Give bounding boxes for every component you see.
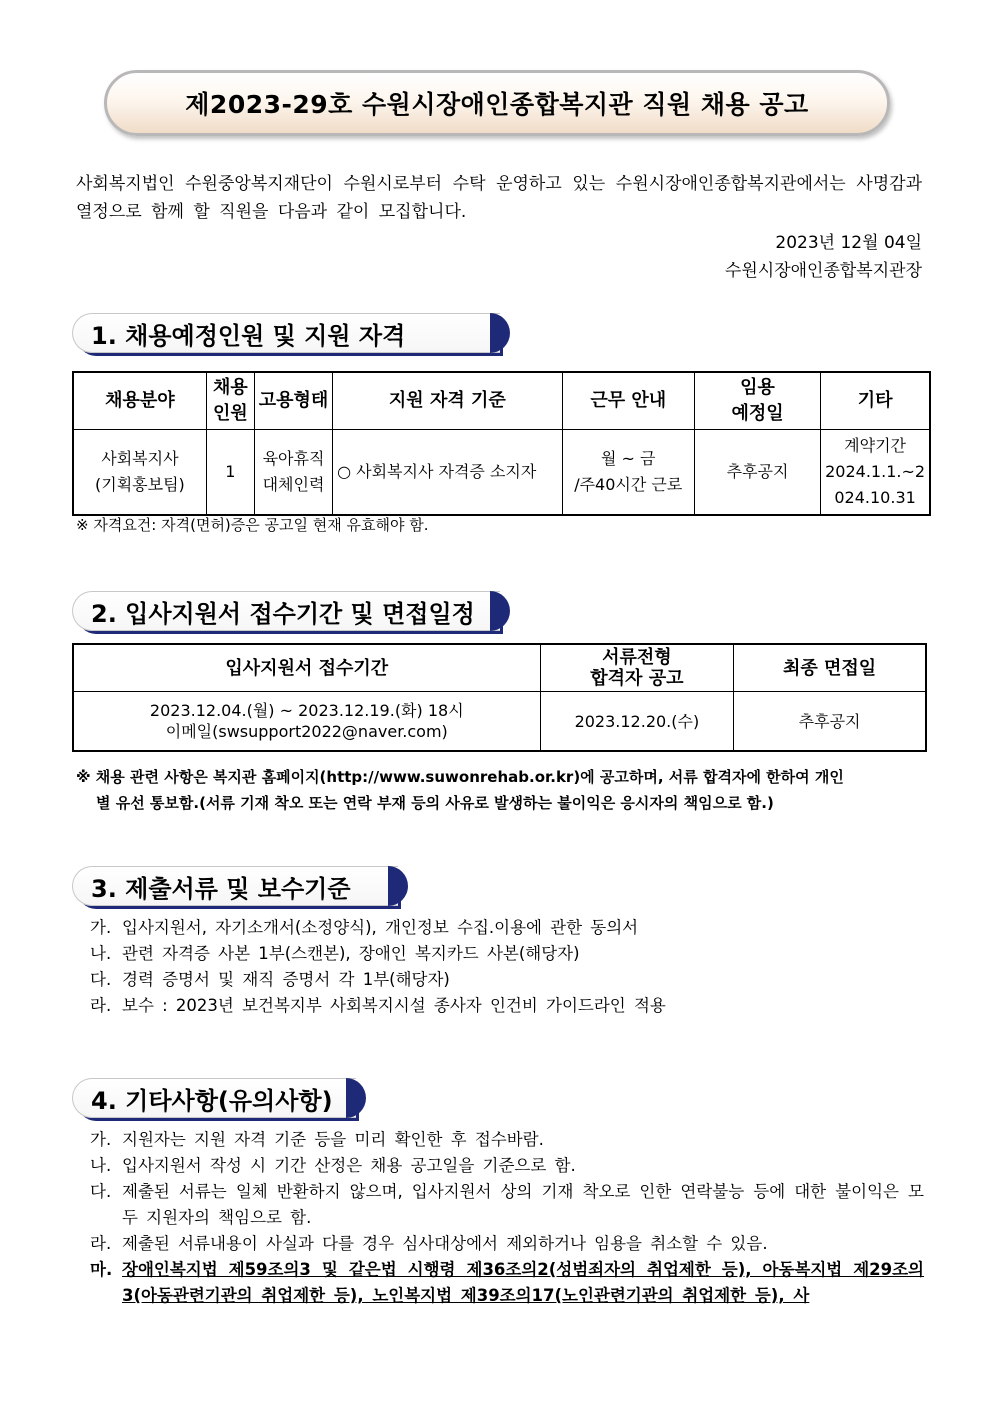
item-marker: 나. — [90, 944, 112, 963]
header-count — [206, 372, 254, 430]
section1-heading-box — [72, 313, 500, 353]
item-marker: 라. — [90, 996, 112, 1015]
list-item — [90, 1231, 924, 1257]
table-row — [73, 430, 930, 516]
cell-period-text: 2023.12.04.(월) ~ 2023.12.19.(화) 18시 이메일(swsupport2022@naver.com) — [149, 701, 464, 741]
contact-note — [76, 764, 926, 816]
table-header-row — [73, 644, 926, 692]
section4-heading: 4. 기타사항(유의사항) — [91, 1086, 333, 1115]
header-announce — [540, 644, 734, 692]
item-text: 입사지원서 작성 시 기간 산정은 채용 공고일을 기준으로 함. — [122, 1156, 576, 1175]
cell-etc — [821, 430, 930, 516]
section2-heading-box — [72, 591, 500, 631]
section3-heading-box — [72, 866, 398, 906]
header-period: 입사지원서 접수기간 — [73, 644, 540, 692]
contact-note-line1: ※ 채용 관련 사항은 복지관 홈페이지(http://www.suwonrehab.or.kr)에 공고하며, 서류 합격자에 한하여 개인 — [76, 768, 844, 786]
item-text: 제출된 서류내용이 사실과 다를 경우 심사대상에서 제외하거나 임용을 취소할 수 있음. — [122, 1234, 768, 1253]
documents-list — [90, 915, 924, 1019]
intro-paragraph: 사회복지법인 수원중앙복지재단이 수원시로부터 수탁 운영하고 있는 수원시장애인종합복지관에서는 사명감과 열정으로 함께 할 직원을 다음과 같이 모집합니다. — [76, 174, 922, 222]
item-text: 관련 자격증 사본 1부(스캔본), 장애인 복지카드 사본(해당자) — [122, 944, 580, 963]
list-item — [90, 1179, 924, 1231]
header-interview: 최종 면접일 — [734, 644, 926, 692]
header-etc: 기타 — [821, 372, 930, 430]
item-text: 경력 증명서 및 재직 증명서 각 1부(해당자) — [122, 970, 450, 989]
cell-employment-text: 육아휴직 대체인력 — [262, 449, 325, 494]
cell-announce: 2023.12.20.(수) — [540, 692, 734, 752]
cell-employment — [254, 430, 332, 516]
cell-period — [73, 692, 540, 752]
announcement-date: 2023년 12월 04일 — [775, 233, 922, 253]
item-text: 지원자는 지원 자격 기준 등을 미리 확인한 후 접수바람. — [122, 1130, 544, 1149]
cell-work — [562, 430, 694, 516]
item-text: 입사지원서, 자기소개서(소정양식), 개인정보 수집.이용에 관한 동의서 — [122, 918, 639, 937]
list-item — [90, 941, 924, 967]
item-marker: 다. — [90, 1182, 112, 1201]
item-marker: 다. — [90, 970, 112, 989]
cell-etc-text: 계약기간 2024.1.1.~2 024.10.31 — [825, 436, 926, 507]
item-marker: 나. — [90, 1156, 112, 1175]
item-marker: 가. — [90, 918, 112, 937]
header-field: 채용분야 — [73, 372, 206, 430]
cell-count: 1 — [206, 430, 254, 516]
section3-heading: 3. 제출서류 및 보수기준 — [91, 874, 351, 903]
item-text: 보수 : 2023년 보건복지부 사회복지시설 종사자 인건비 가이드라인 적용 — [122, 996, 666, 1015]
list-item — [90, 1127, 924, 1153]
cell-field-text: 사회복지사 (기획홍보팀) — [95, 449, 185, 494]
cell-interview: 추후공지 — [734, 692, 926, 752]
list-item — [90, 915, 924, 941]
qualification-note: ※ 자격요건: 자격(면허)증은 공고일 현재 유효해야 함. — [76, 516, 429, 534]
header-appointment — [694, 372, 820, 430]
header-count-text: 채용 인원 — [212, 377, 248, 424]
header-announce-text: 서류전형 합격자 공고 — [590, 647, 684, 689]
cell-qualification: ○ 사회복지사 자격증 소지자 — [333, 430, 563, 516]
section2-heading: 2. 입사지원서 접수기간 및 면접일정 — [91, 599, 475, 628]
cell-work-text: 월 ~ 금 /주40시간 근로 — [574, 449, 683, 494]
list-item — [90, 1153, 924, 1179]
header-qualification: 지원 자격 기준 — [333, 372, 563, 430]
table-row — [73, 692, 926, 752]
table-header-row — [73, 372, 930, 430]
section1-heading: 1. 채용예정인원 및 지원 자격 — [91, 321, 406, 350]
header-work: 근무 안내 — [562, 372, 694, 430]
cell-appointment: 추후공지 — [694, 430, 820, 516]
header-employment: 고용형태 — [254, 372, 332, 430]
section4-heading-box — [72, 1078, 356, 1118]
header-appointment-text: 임용 예정일 — [731, 377, 784, 424]
item-marker: 가. — [90, 1130, 112, 1149]
contact-note-line2: 별 유선 통보함.(서류 기재 착오 또는 연락 부재 등의 사유로 발생하는 불이익은 응시자의 책임으로 함.) — [96, 794, 774, 812]
item-text: 제출된 서류는 일체 반환하지 않으며, 입사지원서 상의 기재 착오로 인한 연락불능 등에 대한 불이익은 모두 지원자의 책임으로 함. — [122, 1182, 924, 1227]
notes-list — [90, 1127, 924, 1309]
list-item — [90, 967, 924, 993]
list-item — [90, 993, 924, 1019]
cell-field — [73, 430, 206, 516]
recruitment-table — [72, 371, 931, 516]
item-marker: 라. — [90, 1234, 112, 1253]
title-banner — [104, 70, 890, 136]
item-marker: 마. — [90, 1260, 113, 1279]
issuer: 수원시장애인종합복지관장 — [724, 261, 922, 281]
item-text: 장애인복지법 제59조의3 및 같은법 시행령 제36조의2(성범죄자의 취업제한 등), 아동복지법 제29조의3(아동관련기관의 취업제한 등), 노인복지법 제39조의17(노인관련기관의 취업제한 등), 사 — [122, 1260, 924, 1305]
schedule-table — [72, 643, 927, 752]
list-item — [90, 1257, 924, 1309]
page-title: 제2023-29호 수원시장애인종합복지관 직원 채용 공고 — [185, 90, 809, 119]
